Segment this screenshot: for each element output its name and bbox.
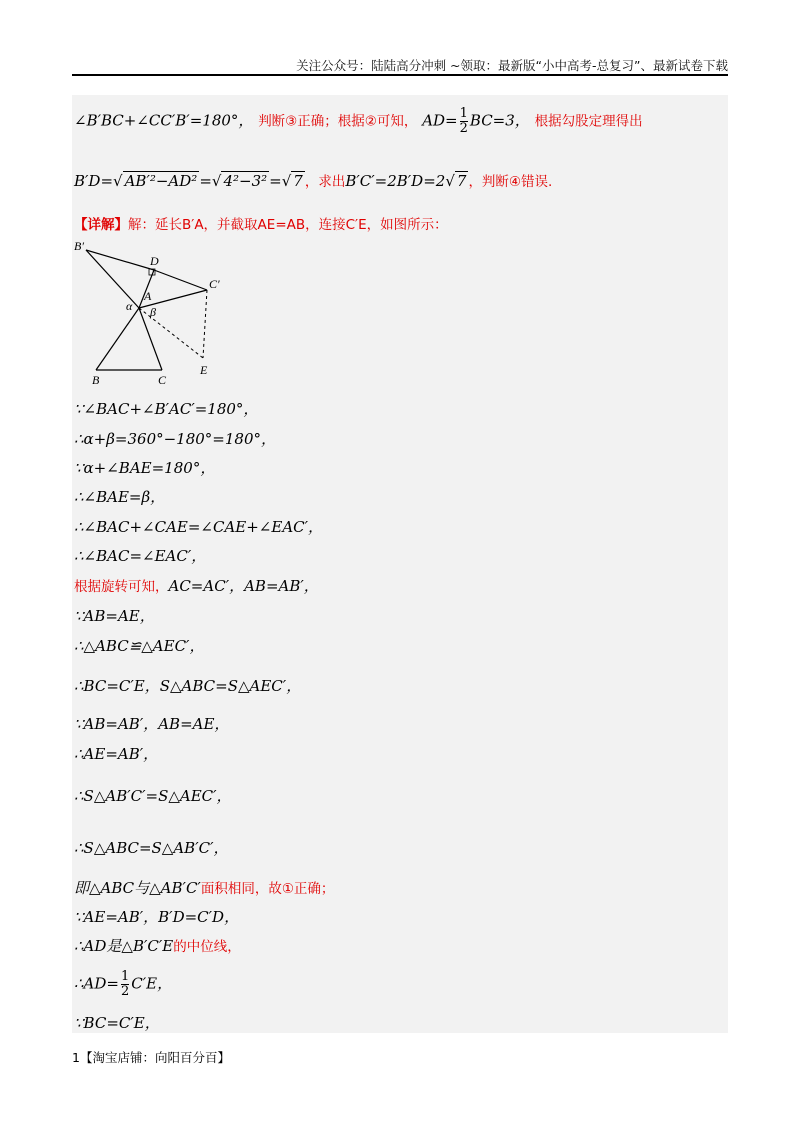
label-b-prime: B′ <box>74 240 84 253</box>
segment-b-prime-d <box>86 250 154 270</box>
pythagoras-text: 根据勾股定理得出 <box>534 113 643 130</box>
page-footer: 1【淘宝店铺：向阳百分百】 <box>72 1050 230 1065</box>
segment-a-b <box>96 308 139 370</box>
detail-text: 解：延长B′A，并截取AE=AB，连接C′E，如图所示： <box>128 217 448 233</box>
label-d: D <box>150 254 159 268</box>
page-header: 关注公众号：陆陆高分冲刺 ~领取：最新版“小中高考-总复习”、最新试卷下载 <box>296 58 728 73</box>
step-4: ∴∠BAE=β， <box>74 488 166 506</box>
judge-3-text: 判断③正确；根据②可知， <box>258 113 418 130</box>
judge-4-text: ，判断④错误. <box>468 174 553 190</box>
step-7: 根据旋转可知，AC=AC′，AB=AB′， <box>74 577 319 595</box>
step-8: ∵AB=AE， <box>74 607 155 625</box>
solution-panel <box>72 95 728 1033</box>
step-16: ∵AE=AB′，B′D=C′D， <box>74 908 240 926</box>
line-3 <box>74 213 448 233</box>
label-b: B <box>92 373 100 387</box>
half-fraction: $\frac{1}{2}$ <box>459 106 468 136</box>
step-9: ∴△ABC≌△AEC′， <box>74 637 205 655</box>
segment-d-c-prime <box>154 270 207 290</box>
label-a: A <box>144 289 152 303</box>
step-10: ∴BC=C′E，S△ABC=S△AEC′， <box>74 677 302 695</box>
sqrt-3: 7 <box>293 172 303 190</box>
geometry-figure <box>74 240 234 390</box>
label-c: C <box>158 373 167 387</box>
angle-sum: ∠B′BC+∠CC′B′=180°， <box>74 111 254 130</box>
step-14: ∴S△ABC=S△AB′C′， <box>74 839 229 857</box>
bc-value: BC=3， <box>469 111 530 130</box>
sqrt-4: 7 <box>456 172 467 190</box>
line-1 <box>74 107 643 136</box>
header-rule <box>72 74 728 76</box>
step-19: ∵BC=C′E， <box>74 1014 160 1032</box>
step-13: ∴S△AB′C′=S△AEC′， <box>74 787 232 805</box>
detail-bracket: 【详解】 <box>74 217 128 233</box>
sqrt-2: 4²−3² <box>223 172 268 190</box>
label-c-prime: C′ <box>209 277 220 291</box>
sqrt-1: AB′²−AD² <box>124 172 198 190</box>
step-18: ∴AD= $\frac{1}{2}$ C′E， <box>74 969 173 999</box>
ad-label: AD= <box>422 111 458 130</box>
line-2: B′D=√ AB′²−AD² =√ 4²−3² =√ 7 ，求出B′C′=2B′D=2√ 7 ，判断④错误. <box>74 172 553 190</box>
label-e: E <box>200 363 208 377</box>
step-11: ∵AB=AB′，AB=AE， <box>74 715 230 733</box>
step-2: ∴α+β=360°−180°=180°， <box>74 430 277 448</box>
step-17: ∴AD是△B′C′E的中位线， <box>74 937 241 955</box>
label-alpha: α <box>126 299 133 313</box>
step-1: ∵∠BAC+∠B′AC′=180°， <box>74 400 259 418</box>
step-6: ∴∠BAC=∠EAC′， <box>74 547 207 565</box>
segment-c-prime-e <box>203 290 207 358</box>
label-beta: β <box>150 305 156 319</box>
step-5: ∴∠BAC+∠CAE=∠CAE+∠EAC′， <box>74 518 324 536</box>
step-15: 即△ABC与△AB′C′面积相同，故①正确； <box>74 879 335 897</box>
step-12: ∴AE=AB′， <box>74 745 159 763</box>
step-3: ∵α+∠BAE=180°， <box>74 459 216 477</box>
